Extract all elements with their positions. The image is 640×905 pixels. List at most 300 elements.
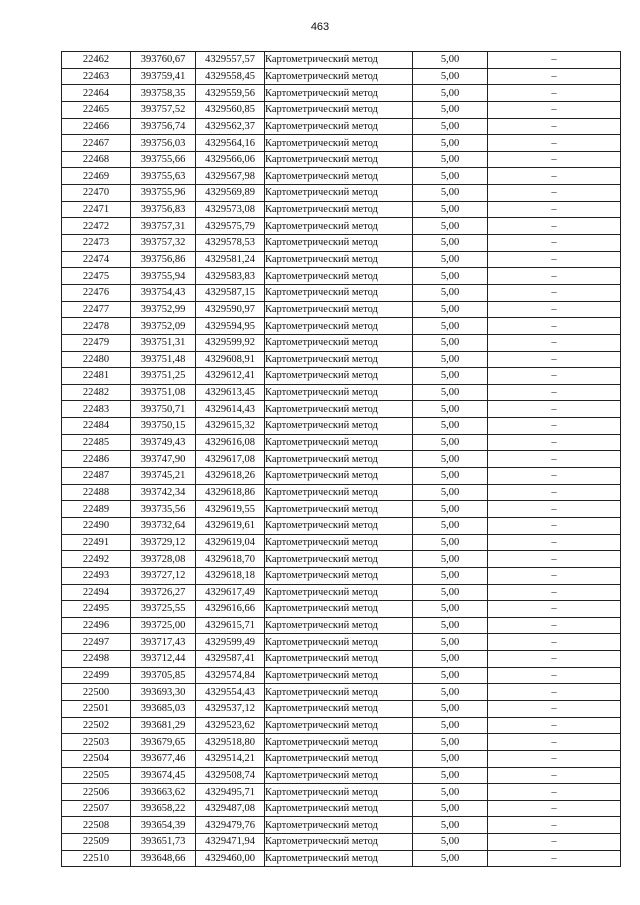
- method-cell: Картометрический метод: [265, 418, 413, 435]
- point-number-cell: 22471: [62, 201, 131, 218]
- error-cell: 5,00: [413, 401, 488, 418]
- error-cell: 5,00: [413, 651, 488, 668]
- x-coordinate-cell: 393685,03: [131, 700, 196, 717]
- y-coordinate-cell: 4329583,83: [196, 268, 265, 285]
- point-number-cell: 22497: [62, 634, 131, 651]
- table-row: [62, 601, 621, 618]
- error-cell: 5,00: [413, 301, 488, 318]
- method-cell: Картометрический метод: [265, 734, 413, 751]
- y-coordinate-cell: 4329562,37: [196, 118, 265, 135]
- table-row: [62, 484, 621, 501]
- x-coordinate-cell: 393755,94: [131, 268, 196, 285]
- description-cell: –: [488, 468, 621, 485]
- y-coordinate-cell: 4329569,89: [196, 185, 265, 202]
- table-row: [62, 185, 621, 202]
- method-cell: Картометрический метод: [265, 684, 413, 701]
- table-row: [62, 767, 621, 784]
- method-cell: Картометрический метод: [265, 85, 413, 102]
- x-coordinate-cell: 393726,27: [131, 584, 196, 601]
- y-coordinate-cell: 4329558,45: [196, 68, 265, 85]
- point-number-cell: 22493: [62, 567, 131, 584]
- point-number-cell: 22477: [62, 301, 131, 318]
- point-number-cell: 22489: [62, 501, 131, 518]
- y-coordinate-cell: 4329615,32: [196, 418, 265, 435]
- y-coordinate-cell: 4329618,86: [196, 484, 265, 501]
- y-coordinate-cell: 4329619,61: [196, 517, 265, 534]
- error-cell: 5,00: [413, 451, 488, 468]
- x-coordinate-cell: 393756,83: [131, 201, 196, 218]
- table-row: [62, 717, 621, 734]
- table-row: [62, 817, 621, 834]
- error-cell: 5,00: [413, 834, 488, 851]
- error-cell: 5,00: [413, 517, 488, 534]
- x-coordinate-cell: 393754,43: [131, 284, 196, 301]
- y-coordinate-cell: 4329573,08: [196, 201, 265, 218]
- point-number-cell: 22475: [62, 268, 131, 285]
- x-coordinate-cell: 393755,63: [131, 168, 196, 185]
- x-coordinate-cell: 393752,09: [131, 318, 196, 335]
- point-number-cell: 22494: [62, 584, 131, 601]
- description-cell: –: [488, 850, 621, 867]
- table-row: [62, 850, 621, 867]
- method-cell: Картометрический метод: [265, 667, 413, 684]
- error-cell: 5,00: [413, 368, 488, 385]
- method-cell: Картометрический метод: [265, 284, 413, 301]
- y-coordinate-cell: 4329554,43: [196, 684, 265, 701]
- method-cell: Картометрический метод: [265, 817, 413, 834]
- error-cell: 5,00: [413, 767, 488, 784]
- table-row: [62, 684, 621, 701]
- error-cell: 5,00: [413, 634, 488, 651]
- y-coordinate-cell: 4329613,45: [196, 384, 265, 401]
- method-cell: Картометрический метод: [265, 185, 413, 202]
- table-row: [62, 534, 621, 551]
- y-coordinate-cell: 4329560,85: [196, 101, 265, 118]
- point-number-cell: 22490: [62, 517, 131, 534]
- description-cell: –: [488, 684, 621, 701]
- table-row: [62, 251, 621, 268]
- point-number-cell: 22480: [62, 351, 131, 368]
- y-coordinate-cell: 4329566,06: [196, 151, 265, 168]
- description-cell: –: [488, 384, 621, 401]
- table-row: [62, 634, 621, 651]
- description-cell: –: [488, 268, 621, 285]
- point-number-cell: 22496: [62, 617, 131, 634]
- table-row: [62, 384, 621, 401]
- point-number-cell: 22478: [62, 318, 131, 335]
- method-cell: Картометрический метод: [265, 501, 413, 518]
- method-cell: Картометрический метод: [265, 750, 413, 767]
- error-cell: 5,00: [413, 617, 488, 634]
- point-number-cell: 22501: [62, 700, 131, 717]
- description-cell: –: [488, 767, 621, 784]
- point-number-cell: 22473: [62, 235, 131, 252]
- x-coordinate-cell: 393750,71: [131, 401, 196, 418]
- description-cell: –: [488, 135, 621, 152]
- error-cell: 5,00: [413, 284, 488, 301]
- method-cell: Картометрический метод: [265, 68, 413, 85]
- y-coordinate-cell: 4329537,12: [196, 700, 265, 717]
- method-cell: Картометрический метод: [265, 850, 413, 867]
- error-cell: 5,00: [413, 784, 488, 801]
- description-cell: –: [488, 534, 621, 551]
- table-row: [62, 118, 621, 135]
- point-number-cell: 22510: [62, 850, 131, 867]
- point-number-cell: 22502: [62, 717, 131, 734]
- table-row: [62, 567, 621, 584]
- table-row: [62, 52, 621, 69]
- table-row: [62, 750, 621, 767]
- method-cell: Картометрический метод: [265, 800, 413, 817]
- error-cell: 5,00: [413, 534, 488, 551]
- point-number-cell: 22464: [62, 85, 131, 102]
- point-number-cell: 22481: [62, 368, 131, 385]
- x-coordinate-cell: 393674,45: [131, 767, 196, 784]
- description-cell: –: [488, 401, 621, 418]
- table-row: [62, 651, 621, 668]
- error-cell: 5,00: [413, 101, 488, 118]
- table-row: [62, 418, 621, 435]
- x-coordinate-cell: 393654,39: [131, 817, 196, 834]
- table-row: [62, 68, 621, 85]
- description-cell: –: [488, 201, 621, 218]
- description-cell: –: [488, 351, 621, 368]
- description-cell: –: [488, 834, 621, 851]
- x-coordinate-cell: 393760,67: [131, 52, 196, 69]
- point-number-cell: 22470: [62, 185, 131, 202]
- method-cell: Картометрический метод: [265, 567, 413, 584]
- point-number-cell: 22503: [62, 734, 131, 751]
- point-number-cell: 22498: [62, 651, 131, 668]
- point-number-cell: 22509: [62, 834, 131, 851]
- error-cell: 5,00: [413, 817, 488, 834]
- y-coordinate-cell: 4329587,41: [196, 651, 265, 668]
- description-cell: –: [488, 284, 621, 301]
- x-coordinate-cell: 393757,31: [131, 218, 196, 235]
- description-cell: –: [488, 651, 621, 668]
- description-cell: –: [488, 501, 621, 518]
- table-row: [62, 201, 621, 218]
- error-cell: 5,00: [413, 268, 488, 285]
- point-number-cell: 22466: [62, 118, 131, 135]
- method-cell: Картометрический метод: [265, 617, 413, 634]
- method-cell: Картометрический метод: [265, 717, 413, 734]
- x-coordinate-cell: 393727,12: [131, 567, 196, 584]
- error-cell: 5,00: [413, 800, 488, 817]
- table-row: [62, 101, 621, 118]
- y-coordinate-cell: 4329574,84: [196, 667, 265, 684]
- table-row: [62, 617, 621, 634]
- table-row: [62, 834, 621, 851]
- method-cell: Картометрический метод: [265, 451, 413, 468]
- x-coordinate-cell: 393729,12: [131, 534, 196, 551]
- error-cell: 5,00: [413, 501, 488, 518]
- point-number-cell: 22474: [62, 251, 131, 268]
- y-coordinate-cell: 4329619,04: [196, 534, 265, 551]
- description-cell: –: [488, 617, 621, 634]
- method-cell: Картометрический метод: [265, 135, 413, 152]
- description-cell: –: [488, 418, 621, 435]
- x-coordinate-cell: 393648,66: [131, 850, 196, 867]
- y-coordinate-cell: 4329567,98: [196, 168, 265, 185]
- x-coordinate-cell: 393756,74: [131, 118, 196, 135]
- table-row: [62, 551, 621, 568]
- point-number-cell: 22499: [62, 667, 131, 684]
- description-cell: –: [488, 584, 621, 601]
- y-coordinate-cell: 4329518,80: [196, 734, 265, 751]
- error-cell: 5,00: [413, 551, 488, 568]
- point-number-cell: 22487: [62, 468, 131, 485]
- description-cell: –: [488, 218, 621, 235]
- y-coordinate-cell: 4329599,92: [196, 334, 265, 351]
- error-cell: 5,00: [413, 418, 488, 435]
- y-coordinate-cell: 4329617,08: [196, 451, 265, 468]
- method-cell: Картометрический метод: [265, 351, 413, 368]
- x-coordinate-cell: 393712,44: [131, 651, 196, 668]
- error-cell: 5,00: [413, 567, 488, 584]
- error-cell: 5,00: [413, 135, 488, 152]
- y-coordinate-cell: 4329564,16: [196, 135, 265, 152]
- y-coordinate-cell: 4329618,18: [196, 567, 265, 584]
- point-number-cell: 22479: [62, 334, 131, 351]
- x-coordinate-cell: 393756,86: [131, 251, 196, 268]
- description-cell: –: [488, 484, 621, 501]
- table-row: [62, 318, 621, 335]
- description-cell: –: [488, 551, 621, 568]
- table-row: [62, 584, 621, 601]
- error-cell: 5,00: [413, 584, 488, 601]
- x-coordinate-cell: 393751,48: [131, 351, 196, 368]
- x-coordinate-cell: 393755,96: [131, 185, 196, 202]
- error-cell: 5,00: [413, 750, 488, 767]
- error-cell: 5,00: [413, 151, 488, 168]
- x-coordinate-cell: 393663,62: [131, 784, 196, 801]
- point-number-cell: 22467: [62, 135, 131, 152]
- y-coordinate-cell: 4329617,49: [196, 584, 265, 601]
- y-coordinate-cell: 4329612,41: [196, 368, 265, 385]
- method-cell: Картометрический метод: [265, 834, 413, 851]
- error-cell: 5,00: [413, 85, 488, 102]
- error-cell: 5,00: [413, 52, 488, 69]
- table-row: [62, 667, 621, 684]
- x-coordinate-cell: 393758,35: [131, 85, 196, 102]
- table-row: [62, 135, 621, 152]
- table-row: [62, 368, 621, 385]
- x-coordinate-cell: 393651,73: [131, 834, 196, 851]
- description-cell: –: [488, 52, 621, 69]
- table-row: [62, 784, 621, 801]
- description-cell: –: [488, 667, 621, 684]
- point-number-cell: 22483: [62, 401, 131, 418]
- error-cell: 5,00: [413, 734, 488, 751]
- x-coordinate-cell: 393679,65: [131, 734, 196, 751]
- description-cell: –: [488, 334, 621, 351]
- error-cell: 5,00: [413, 334, 488, 351]
- error-cell: 5,00: [413, 351, 488, 368]
- description-cell: –: [488, 817, 621, 834]
- point-number-cell: 22484: [62, 418, 131, 435]
- x-coordinate-cell: 393742,34: [131, 484, 196, 501]
- x-coordinate-cell: 393681,29: [131, 717, 196, 734]
- table-row: [62, 284, 621, 301]
- method-cell: Картометрический метод: [265, 784, 413, 801]
- method-cell: Картометрический метод: [265, 584, 413, 601]
- y-coordinate-cell: 4329495,71: [196, 784, 265, 801]
- point-number-cell: 22492: [62, 551, 131, 568]
- x-coordinate-cell: 393751,08: [131, 384, 196, 401]
- table-row: [62, 351, 621, 368]
- y-coordinate-cell: 4329618,70: [196, 551, 265, 568]
- description-cell: –: [488, 567, 621, 584]
- point-number-cell: 22472: [62, 218, 131, 235]
- point-number-cell: 22488: [62, 484, 131, 501]
- x-coordinate-cell: 393677,46: [131, 750, 196, 767]
- table-row: [62, 168, 621, 185]
- method-cell: Картометрический метод: [265, 534, 413, 551]
- x-coordinate-cell: 393658,22: [131, 800, 196, 817]
- method-cell: Картометрический метод: [265, 118, 413, 135]
- method-cell: Картометрический метод: [265, 235, 413, 252]
- method-cell: Картометрический метод: [265, 651, 413, 668]
- method-cell: Картометрический метод: [265, 368, 413, 385]
- description-cell: –: [488, 235, 621, 252]
- table-row: [62, 434, 621, 451]
- point-number-cell: 22486: [62, 451, 131, 468]
- method-cell: Картометрический метод: [265, 52, 413, 69]
- error-cell: 5,00: [413, 700, 488, 717]
- description-cell: –: [488, 68, 621, 85]
- description-cell: –: [488, 168, 621, 185]
- y-coordinate-cell: 4329581,24: [196, 251, 265, 268]
- method-cell: Картометрический метод: [265, 151, 413, 168]
- point-number-cell: 22482: [62, 384, 131, 401]
- method-cell: Картометрический метод: [265, 334, 413, 351]
- point-number-cell: 22462: [62, 52, 131, 69]
- error-cell: 5,00: [413, 850, 488, 867]
- y-coordinate-cell: 4329479,76: [196, 817, 265, 834]
- x-coordinate-cell: 393757,32: [131, 235, 196, 252]
- y-coordinate-cell: 4329614,43: [196, 401, 265, 418]
- error-cell: 5,00: [413, 318, 488, 335]
- x-coordinate-cell: 393749,43: [131, 434, 196, 451]
- description-cell: –: [488, 750, 621, 767]
- method-cell: Картометрический метод: [265, 767, 413, 784]
- table-row: [62, 218, 621, 235]
- error-cell: 5,00: [413, 118, 488, 135]
- table-row: [62, 268, 621, 285]
- description-cell: –: [488, 185, 621, 202]
- y-coordinate-cell: 4329619,55: [196, 501, 265, 518]
- method-cell: Картометрический метод: [265, 168, 413, 185]
- coordinates-table: [61, 51, 621, 867]
- table-row: [62, 517, 621, 534]
- error-cell: 5,00: [413, 68, 488, 85]
- error-cell: 5,00: [413, 667, 488, 684]
- error-cell: 5,00: [413, 601, 488, 618]
- description-cell: –: [488, 800, 621, 817]
- point-number-cell: 22508: [62, 817, 131, 834]
- x-coordinate-cell: 393756,03: [131, 135, 196, 152]
- table-row: [62, 334, 621, 351]
- x-coordinate-cell: 393759,41: [131, 68, 196, 85]
- method-cell: Картометрический метод: [265, 484, 413, 501]
- method-cell: Картометрический метод: [265, 201, 413, 218]
- table-row: [62, 301, 621, 318]
- method-cell: Картометрический метод: [265, 434, 413, 451]
- y-coordinate-cell: 4329594,95: [196, 318, 265, 335]
- method-cell: Картометрический метод: [265, 218, 413, 235]
- description-cell: –: [488, 151, 621, 168]
- x-coordinate-cell: 393752,99: [131, 301, 196, 318]
- y-coordinate-cell: 4329575,79: [196, 218, 265, 235]
- table-row: [62, 401, 621, 418]
- y-coordinate-cell: 4329578,53: [196, 235, 265, 252]
- point-number-cell: 22468: [62, 151, 131, 168]
- description-cell: –: [488, 634, 621, 651]
- method-cell: Картометрический метод: [265, 634, 413, 651]
- y-coordinate-cell: 4329618,26: [196, 468, 265, 485]
- point-number-cell: 22504: [62, 750, 131, 767]
- x-coordinate-cell: 393750,15: [131, 418, 196, 435]
- x-coordinate-cell: 393745,21: [131, 468, 196, 485]
- y-coordinate-cell: 4329615,71: [196, 617, 265, 634]
- table-row: [62, 700, 621, 717]
- method-cell: Картометрический метод: [265, 700, 413, 717]
- table-row: [62, 235, 621, 252]
- method-cell: Картометрический метод: [265, 268, 413, 285]
- description-cell: –: [488, 451, 621, 468]
- error-cell: 5,00: [413, 468, 488, 485]
- description-cell: –: [488, 251, 621, 268]
- description-cell: –: [488, 101, 621, 118]
- description-cell: –: [488, 601, 621, 618]
- method-cell: Картометрический метод: [265, 101, 413, 118]
- method-cell: Картометрический метод: [265, 384, 413, 401]
- x-coordinate-cell: 393725,55: [131, 601, 196, 618]
- point-number-cell: 22507: [62, 800, 131, 817]
- y-coordinate-cell: 4329587,15: [196, 284, 265, 301]
- point-number-cell: 22500: [62, 684, 131, 701]
- y-coordinate-cell: 4329471,94: [196, 834, 265, 851]
- error-cell: 5,00: [413, 251, 488, 268]
- x-coordinate-cell: 393693,30: [131, 684, 196, 701]
- y-coordinate-cell: 4329487,08: [196, 800, 265, 817]
- table-row: [62, 800, 621, 817]
- point-number-cell: 22506: [62, 784, 131, 801]
- page-number: 463: [310, 21, 330, 33]
- point-number-cell: 22469: [62, 168, 131, 185]
- y-coordinate-cell: 4329523,62: [196, 717, 265, 734]
- x-coordinate-cell: 393705,85: [131, 667, 196, 684]
- x-coordinate-cell: 393725,00: [131, 617, 196, 634]
- table-row: [62, 468, 621, 485]
- y-coordinate-cell: 4329557,57: [196, 52, 265, 69]
- error-cell: 5,00: [413, 717, 488, 734]
- description-cell: –: [488, 318, 621, 335]
- y-coordinate-cell: 4329616,66: [196, 601, 265, 618]
- error-cell: 5,00: [413, 185, 488, 202]
- method-cell: Картометрический метод: [265, 251, 413, 268]
- x-coordinate-cell: 393755,66: [131, 151, 196, 168]
- y-coordinate-cell: 4329608,91: [196, 351, 265, 368]
- error-cell: 5,00: [413, 235, 488, 252]
- method-cell: Картометрический метод: [265, 401, 413, 418]
- error-cell: 5,00: [413, 168, 488, 185]
- method-cell: Картометрический метод: [265, 468, 413, 485]
- y-coordinate-cell: 4329590,97: [196, 301, 265, 318]
- y-coordinate-cell: 4329514,21: [196, 750, 265, 767]
- method-cell: Картометрический метод: [265, 517, 413, 534]
